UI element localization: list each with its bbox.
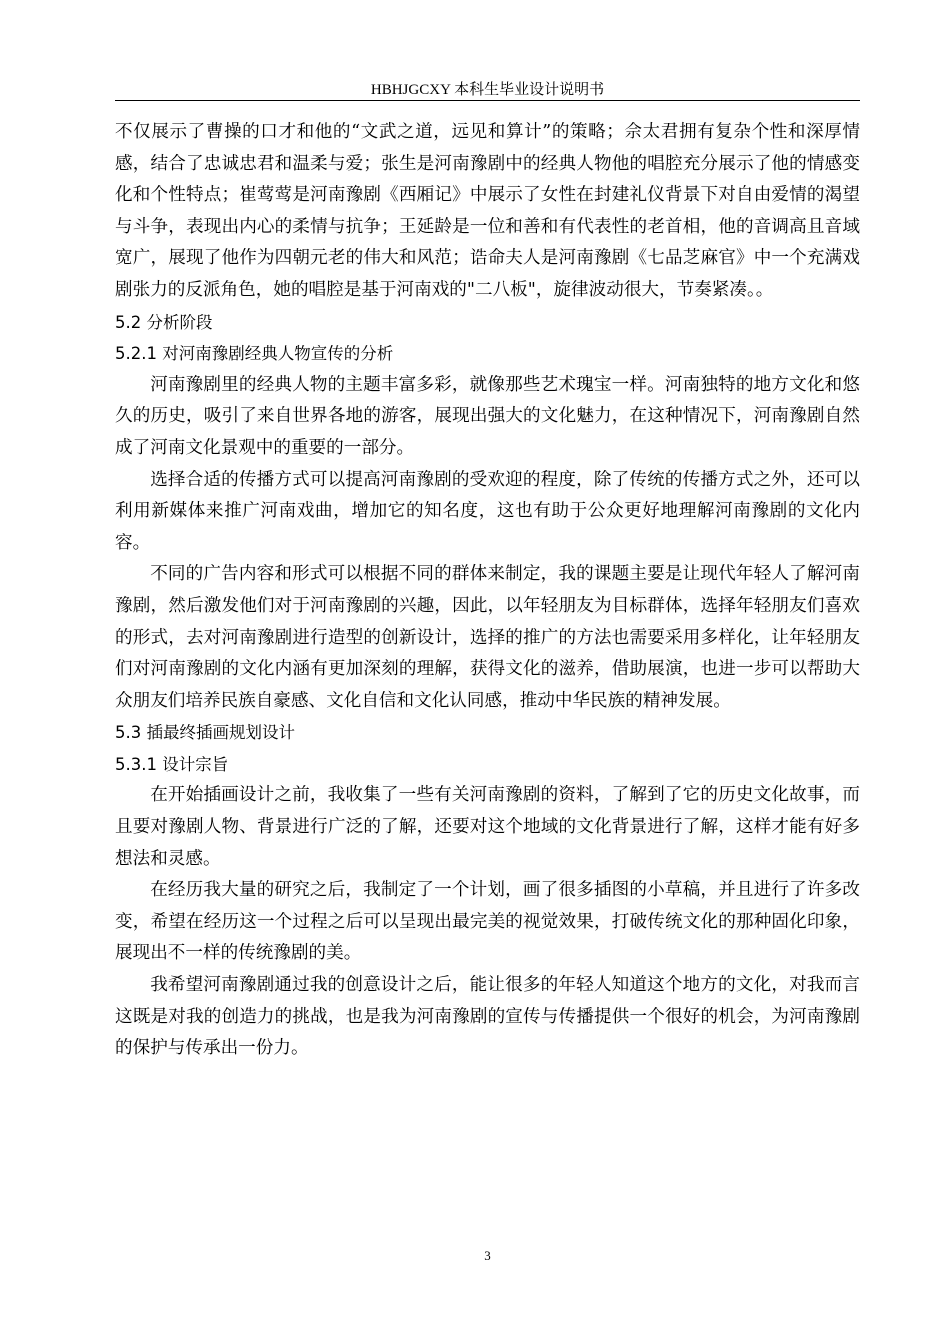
paragraph: 河南豫剧里的经典人物的主题丰富多彩，就像那些艺术瑰宝一样。河南独特的地方文化和悠久的历史，吸引了来自世界各地的游客，展现出强大的文化魅力，在这种情况下，河南豫剧自然成了河南文化景观中的重要的一部分。 bbox=[115, 374, 860, 458]
page-number: 3 bbox=[484, 1248, 491, 1263]
header-rule bbox=[115, 100, 860, 101]
paragraph: 不同的广告内容和形式可以根据不同的群体来制定，我的课题主要是让现代年轻人了解河南豫剧，然后激发他们对于河南豫剧的兴趣，因此，以年轻朋友为目标群体，选择年轻朋友们喜欢的形式，去对河南豫剧进行造型的创新设计，选择的推广的方法也需要采用多样化，让年轻朋友们对河南豫剧的文化内涵有更加深刻的理解，获得文化的滋养，借助展演，也进一步可以帮助大众朋友们培养民族自豪感、文化自信和文化认同感，推动中华民族的精神发展。 bbox=[115, 564, 860, 711]
section-heading-5-3: 5.3 插最终插画规划设计 bbox=[115, 723, 295, 743]
paragraph: 选择合适的传播方式可以提高河南豫剧的受欢迎的程度，除了传统的传播方式之外，还可以利用新媒体来推广河南戏曲，增加它的知名度，这也有助于公众更好地理解河南豫剧的文化内容。 bbox=[115, 469, 860, 553]
page-body bbox=[115, 117, 860, 1065]
section-heading-5-2: 5.2 分析阶段 bbox=[115, 312, 213, 332]
running-header: HBHJGCXY 本科生毕业设计说明书 bbox=[370, 82, 605, 98]
intro-paragraph: 不仅展示了曹操的口才和他的“文武之道，远见和算计”的策略；佘太君拥有复杂个性和深厚情感，结合了忠诚忠君和温柔与爱；张生是河南豫剧中的经典人物他的唱腔充分展示了他的情感变化和个性特点；崔莺莺是河南豫剧《西厢记》中展示了女性在封建礼仪背景下对自由爱情的渴望与斗争，表现出内心的柔情与抗争；王延龄是一位和善和有代表性的老首相，他的音调高且音域宽广，展现了他作为四朝元老的伟大和风范；诰命夫人是河南豫剧《七品芝麻官》中一个充满戏剧张力的反派角色，她的唱腔是基于河南戏的"二八板"，旋律波动很大，节奏紧凑。。 bbox=[115, 122, 860, 300]
subsection-heading-5-2-1: 5.2.1 对河南豫剧经典人物宣传的分析 bbox=[115, 344, 394, 364]
paragraph: 我希望河南豫剧通过我的创意设计之后，能让很多的年轻人知道这个地方的文化，对我而言这既是对我的创造力的挑战，也是我为河南豫剧的宣传与传播提供一个很好的机会，为河南豫剧的保护与传承出一份力。 bbox=[115, 975, 860, 1059]
subsection-heading-5-3-1: 5.3.1 设计宗旨 bbox=[115, 754, 229, 774]
paragraph: 在开始插画设计之前，我收集了一些有关河南豫剧的资料，了解到了它的历史文化故事，而且要对豫剧人物、背景进行广泛的了解，还要对这个地域的文化背景进行了解，这样才能有好多想法和灵感。 bbox=[115, 785, 860, 869]
paragraph: 在经历我大量的研究之后，我制定了一个计划，画了很多插图的小草稿，并且进行了许多改变，希望在经历这一个过程之后可以呈现出最完美的视觉效果，打破传统文化的那种固化印象，展现出不一样的传统豫剧的美。 bbox=[115, 880, 860, 964]
